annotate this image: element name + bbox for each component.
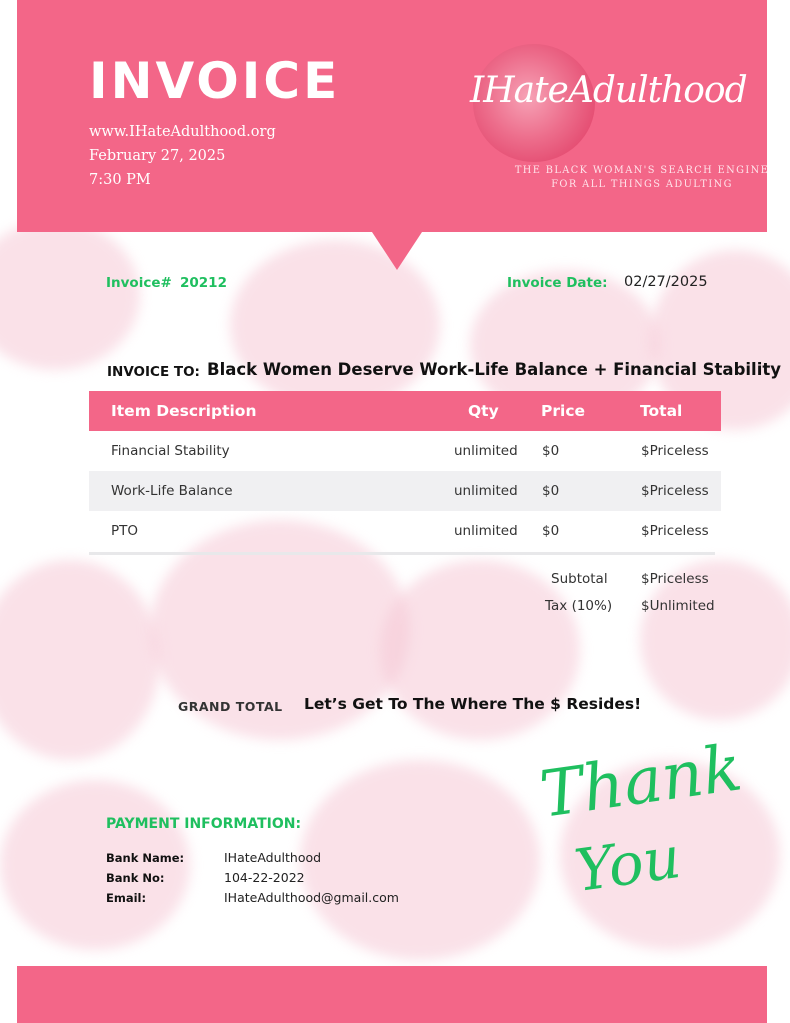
row-price: $0: [542, 483, 560, 499]
grand-total-label: GRAND TOTAL: [178, 699, 283, 714]
row-description: Financial Stability: [111, 443, 230, 459]
table-header: [89, 391, 721, 431]
row-price: $0: [542, 523, 560, 539]
col-header-total: Total: [640, 402, 683, 420]
logo-text: IHateAdulthood: [470, 70, 747, 111]
bank-name-value: IHateAdulthood: [224, 850, 322, 865]
invoice-header: [17, 0, 767, 232]
table-row: [89, 511, 721, 551]
bank-no-value: 104-22-2022: [224, 870, 305, 885]
bank-no-label: Bank No:: [106, 871, 165, 885]
items-table: [89, 391, 721, 551]
tagline-line1: THE BLACK WOMAN'S SEARCH ENGINE: [514, 165, 770, 176]
subtotal-value: $Priceless: [641, 571, 709, 587]
invoice-footer: [17, 966, 767, 1023]
invoice-date: 02/27/2025: [624, 274, 708, 290]
invoice-title: INVOICE: [89, 52, 341, 110]
row-qty: unlimited: [454, 523, 518, 539]
tax-value: $Unlimited: [641, 598, 715, 614]
invoice-to-label: INVOICE TO:: [107, 364, 200, 380]
thank-you-signature-line2: You: [570, 822, 685, 906]
row-description: PTO: [111, 523, 139, 539]
row-total: $Priceless: [641, 523, 709, 539]
table-row: [89, 471, 721, 511]
header-pointer: [372, 232, 422, 270]
invoice-number: 20212: [180, 275, 227, 291]
col-header-description: Item Description: [111, 402, 257, 420]
row-price: $0: [542, 443, 560, 459]
table-row: [89, 431, 721, 471]
row-description: Work-Life Balance: [111, 483, 233, 499]
row-total: $Priceless: [641, 483, 709, 499]
email-label: Email:: [106, 891, 147, 905]
invoice-to-value: Black Women Deserve Work-Life Balance + Financial Stability: [207, 360, 781, 379]
row-total: $Priceless: [641, 443, 709, 459]
website-link[interactable]: www.IHateAdulthood.org: [89, 124, 276, 140]
col-header-qty: Qty: [468, 402, 499, 420]
invoice-number-label: Invoice#: [106, 275, 172, 291]
table-divider: [89, 552, 715, 555]
subtotal-label: Subtotal: [551, 571, 608, 587]
row-qty: unlimited: [454, 483, 518, 499]
tagline-line2: FOR ALL THINGS ADULTING: [551, 179, 733, 190]
tax-label: Tax (10%): [545, 598, 613, 614]
thank-you-signature-line1: Thank: [535, 731, 747, 833]
row-qty: unlimited: [454, 443, 518, 459]
header-time: 7:30 PM: [89, 172, 151, 188]
grand-total-value: Let’s Get To The Where The $ Resides!: [304, 695, 642, 713]
bank-name-label: Bank Name:: [106, 851, 185, 865]
header-date: February 27, 2025: [89, 148, 226, 164]
invoice-date-label: Invoice Date:: [507, 275, 608, 291]
email-value[interactable]: IHateAdulthood@gmail.com: [224, 890, 399, 905]
payment-heading: PAYMENT INFORMATION:: [106, 816, 302, 832]
col-header-price: Price: [541, 402, 586, 420]
